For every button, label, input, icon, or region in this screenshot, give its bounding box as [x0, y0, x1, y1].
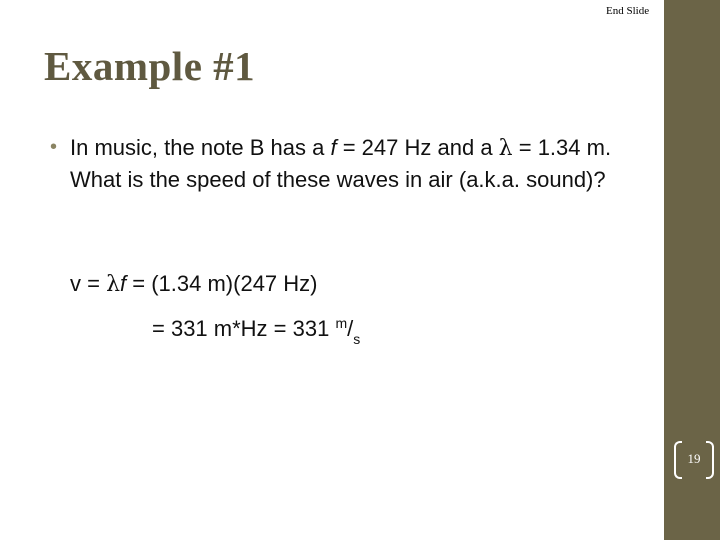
unit-slash: / [347, 316, 354, 341]
calc-result: = 331 m*Hz = 331 [152, 316, 336, 341]
unit-denominator: s [353, 331, 361, 347]
question-part-1: In music, the note B has a [70, 135, 331, 160]
question-part-3: = 1.34 m. What is the speed of these waves in air (a.k.a. sound)? [70, 135, 612, 192]
wavelength-symbol: λ [498, 136, 513, 161]
calc-prefix: v = [70, 271, 107, 296]
question-bullet [50, 132, 650, 195]
question-text [50, 132, 650, 195]
calculation-line-2 [152, 308, 360, 355]
unit-numerator: m [335, 315, 348, 331]
frequency-symbol: f [330, 135, 337, 160]
calculation-line-1 [70, 268, 318, 300]
calc-frequency-symbol: f [120, 271, 127, 296]
page-number: 19 [687, 451, 701, 466]
calc-expression: = (1.34 m)(247 Hz) [126, 271, 318, 296]
end-slide-link[interactable]: End Slide [606, 5, 650, 17]
bullet-dot-icon: • [50, 136, 58, 158]
slide-title: Example #1 [44, 43, 256, 89]
page-number-badge [674, 441, 714, 477]
question-part-2: = 247 Hz and a [336, 135, 499, 160]
calc-lambda-symbol: λ [106, 272, 121, 297]
